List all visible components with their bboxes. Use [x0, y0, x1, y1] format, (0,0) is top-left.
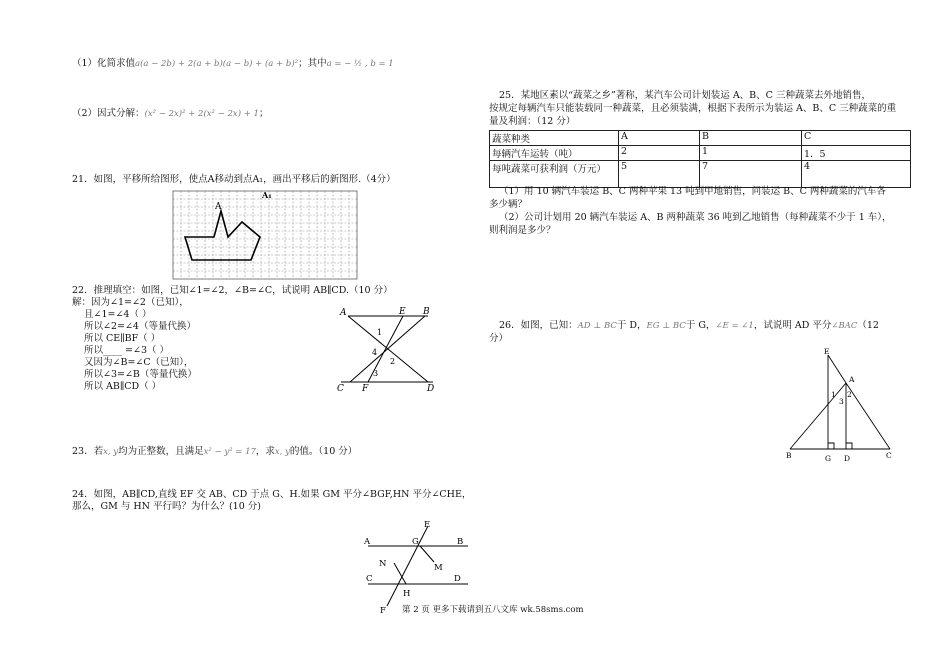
- q22-angle-2: 2: [390, 357, 396, 366]
- q22-figure: [333, 303, 443, 395]
- q22-title: 22．推理填空：如图，已知∠1=∠2，∠B=∠C，试说明 AB∥CD.（10 分）: [72, 285, 393, 296]
- q20-2-label: （2）因式分解：: [72, 108, 145, 119]
- q22-proof-line: 所以____ =∠3（ ）: [84, 345, 170, 356]
- q22-label-f: F: [362, 384, 369, 394]
- q22-label-c: C: [337, 384, 344, 394]
- table-cell: 7: [700, 161, 802, 188]
- q26-angle-2: 2: [847, 390, 852, 399]
- q21-label-a: A: [215, 202, 222, 212]
- q22-label-a: A: [340, 308, 347, 318]
- q25-part2-a: （2）公司计划用 20 辆汽车装运 A、B 两种蔬菜 36 吨到乙地销售（每种蔬菜不少于 1 车），: [499, 212, 892, 223]
- q24-label-m: M: [434, 563, 443, 573]
- q26-math-4: ∠BAC: [831, 321, 858, 331]
- q20-2-end: ；: [258, 108, 269, 119]
- q26-label-b: B: [786, 451, 792, 460]
- table-cell: 1．5: [802, 146, 911, 161]
- q23-d: 的值。（10 分）: [289, 446, 358, 457]
- q22-proof-line: 且∠1=∠4（ ）: [84, 309, 152, 320]
- table-header-cell: A: [619, 131, 700, 146]
- table-header-row: [490, 131, 911, 146]
- q22-label-d: D: [427, 384, 435, 394]
- q26-a: 26．如图，已知：: [499, 320, 578, 331]
- q21-label-a1: A₁: [262, 190, 272, 200]
- q24-label-g: G: [412, 537, 419, 547]
- q24-line2: 那么，GM 与 HN 平行吗？为什么？(10 分): [72, 501, 261, 512]
- table-header-cell: B: [700, 131, 802, 146]
- q26-b: 于 D，: [616, 320, 647, 331]
- q22-label-b: B: [423, 307, 430, 317]
- q23-equation: x² − y² = 17: [203, 447, 256, 457]
- q24-label-f: F: [380, 606, 386, 614]
- q21-shape: [185, 211, 260, 260]
- q22-proof-line: 又因为∠B=∠C（已知），: [84, 357, 194, 368]
- q23: [72, 446, 357, 458]
- q21-grid-figure: [170, 188, 360, 282]
- table-header-cell: 蔬菜种类: [490, 131, 619, 146]
- q25-part2-b: 则利润是多少？: [489, 225, 556, 236]
- q23-vars: x, y: [103, 447, 119, 457]
- q26-math-3: ∠E = ∠1: [715, 321, 754, 331]
- q23-a: 23．若: [72, 446, 104, 457]
- table-cell: 每吨蔬菜可获利润（万元）: [490, 161, 619, 188]
- table-cell: 1: [700, 146, 802, 161]
- q26-label-d: D: [844, 454, 851, 463]
- q23-vars-2: x, y: [274, 447, 290, 457]
- q20-part2: [72, 108, 268, 120]
- q22-proof-line: 所以 AB∥CD（ ）: [84, 381, 162, 392]
- q22-label-e: E: [399, 307, 406, 317]
- q25-table: [489, 130, 911, 188]
- q20-1-label: （1）化简求值: [72, 58, 136, 69]
- q25-part1-b: 多少辆？: [489, 199, 528, 210]
- q20-2-expression: (x² − 2x)² + 2(x² − 2x) + 1: [144, 109, 259, 119]
- q26-c: 于 G，: [685, 320, 716, 331]
- q26-angle-1: 1: [831, 390, 836, 399]
- q25-line2: 按规定每辆汽车只能装载同一种蔬菜，且必须装满，根据下表所示为装运 A、B、C 三种蔬菜的重: [489, 103, 897, 114]
- table-header-cell: C: [802, 131, 911, 146]
- q21-text: 21．如图，平移所给图形，使点A移动到点A₁，画出平移后的新图形.（4分）: [72, 174, 396, 185]
- table-cell: 每辆汽车运转（吨）: [490, 146, 619, 161]
- table-cell: 5: [619, 161, 700, 188]
- q26-angle-3: 3: [839, 397, 844, 406]
- q24-label-n: N: [379, 559, 387, 569]
- q20-1-mid: ；其中: [298, 58, 327, 69]
- q24-label-c: C: [366, 574, 373, 584]
- q26-math-1: AD ⊥ BC: [577, 321, 617, 331]
- q22-angle-4: 4: [372, 348, 378, 357]
- q22-proof-line: 所以 CE∥BF（ ）: [84, 333, 161, 344]
- q22-angle-3: 3: [373, 369, 379, 378]
- q22-proof-line: 解：因为∠1=∠2（已知），: [72, 297, 189, 308]
- q26-line2: 分）: [489, 333, 509, 344]
- q20-1-condition: a = − ½ , b = 1: [326, 59, 394, 69]
- q26-label-g: G: [825, 454, 831, 463]
- q23-c: ，求: [255, 446, 275, 457]
- table-cell: 4: [802, 161, 911, 188]
- q26-d: ，试说明 AD 平分: [753, 320, 832, 331]
- q20-part1: [72, 58, 394, 70]
- q24-figure: [358, 518, 478, 614]
- q22-angle-1: 1: [377, 328, 383, 337]
- q25-part1-a: （1）用 10 辆汽车装运 B、C 两种苹果 13 吨到甲地销售，问装运 B、C 两种蔬菜的汽车各: [499, 186, 886, 197]
- table-row: [490, 161, 911, 188]
- page-footer: 第 2 页 更多下载请到五八文库 wk.58sms.com: [402, 605, 584, 615]
- q26-line1: [499, 320, 879, 332]
- q24-label-h: H: [403, 589, 411, 599]
- q25-line3: 量及利润：（12 分）: [489, 116, 576, 127]
- table-cell: 2: [619, 146, 700, 161]
- q24-label-b: B: [457, 537, 464, 547]
- q24-line1: 24．如图，AB∥CD,直线 EF 交 AB、CD 于点 G、H.如果 GM 平分∠BGF,HN 平分∠CHE，: [72, 489, 472, 500]
- q26-label-c: C: [886, 451, 892, 460]
- q20-1-expression: a(a − 2b) + 2(a + b)(a − b) + (a + b)²: [135, 59, 299, 69]
- q24-label-d: D: [454, 574, 461, 584]
- q23-b: 均为正整数，且满足: [118, 446, 204, 457]
- q22-proof: [72, 297, 197, 393]
- q22-proof-line: 所以∠2=∠4（等量代换）: [84, 321, 196, 332]
- q26-label-a: A: [849, 375, 855, 384]
- q24-label-a: A: [364, 537, 371, 547]
- q26-figure: [784, 345, 904, 465]
- table-row: [490, 146, 911, 161]
- q26-e: （12: [857, 320, 879, 331]
- q25-line1: 25．某地区素以“蔬菜之乡”著称，某汽车公司计划装运 A、B、C 三种蔬菜去外地销售，: [499, 90, 871, 101]
- q26-label-e: E: [824, 347, 830, 356]
- q24-label-e: E: [424, 520, 431, 530]
- q26-math-2: EG ⊥ BC: [646, 321, 686, 331]
- q22-proof-line: 所以∠3=∠B（等量代换）: [84, 369, 197, 380]
